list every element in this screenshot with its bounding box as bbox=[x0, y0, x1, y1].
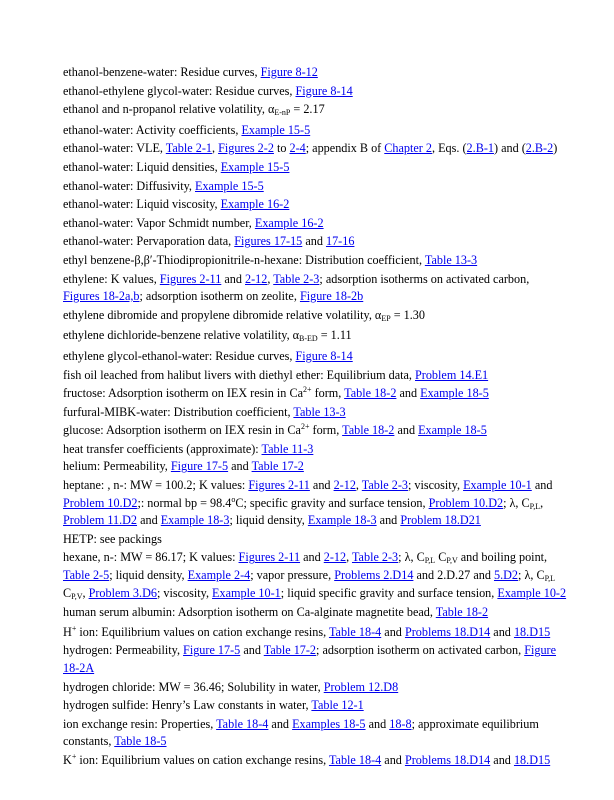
example-link[interactable]: Example 16-2 bbox=[254, 215, 324, 230]
problem-link[interactable]: Problems 18.D14 bbox=[404, 624, 491, 639]
figure-link[interactable]: Figure 8-14 bbox=[295, 83, 353, 98]
index-entry: glucose: Adsorption isotherm on IEX resin in $Ca^{2+}$ form, Table 18-2 and Example 18-5 bbox=[63, 422, 487, 438]
example-link[interactable]: Example 18-3 bbox=[307, 513, 377, 528]
index-entry: ethylene: K values, Figures 2-11 and 2-12, Table 2-3; adsorption isotherms on activated carbon, Figures 18-2a,b; adsorption isotherm on zeolite, Figure 18-2b bbox=[63, 271, 530, 304]
index-entry: ethanol-water: Activity coefficients, Example 15-5 bbox=[63, 122, 311, 137]
table-link[interactable]: Table 17-2 bbox=[251, 459, 304, 474]
problem-link[interactable]: 5.D2 bbox=[493, 568, 519, 583]
table-link[interactable]: Table 2-3 bbox=[361, 478, 408, 493]
example-link[interactable]: Example 10-1 bbox=[463, 478, 532, 493]
index-entry: hydrogen: Permeability, Figure 17-5 and Table 17-2; adsorption isotherm on activated carbon, Figure 18-2A bbox=[63, 643, 557, 675]
problem-link[interactable]: Problem 10.D2 bbox=[63, 495, 138, 510]
figure-link[interactable]: 2-12 bbox=[333, 478, 356, 493]
problem-link[interactable]: Problem 18.D21 bbox=[400, 513, 481, 528]
index-entry: furfural-MIBK-water: Distribution coefficient, Table 13-3 bbox=[63, 404, 346, 419]
problem-link[interactable]: 18.D15 bbox=[513, 624, 551, 639]
example-link[interactable]: Example 18-3 bbox=[160, 513, 230, 528]
figure-link[interactable]: Figures 18-2a,b bbox=[63, 289, 140, 304]
index-entry: ethanol-benzene-water: Residue curves, Figure 8-12 bbox=[63, 65, 318, 79]
equation-link[interactable]: 2.B-2 bbox=[525, 141, 554, 156]
example-link[interactable]: Example 18-5 bbox=[420, 386, 489, 401]
index-entry: fructose: Adsorption isotherm on IEX resin in $Ca^{2+}$ form, Table 18-2 and Example 18-5 bbox=[63, 385, 489, 401]
index-entry: H+ ion: Equilibrium values on cation exchange resins, Table 18-4 and Problems 18.D14 and 18.D15 bbox=[63, 623, 551, 639]
index-entry: ethanol-water: Liquid densities, Example 15-5 bbox=[63, 159, 290, 174]
index-page bbox=[63, 64, 568, 771]
figure-link[interactable]: Figure 18-2A bbox=[63, 643, 557, 675]
figure-link[interactable]: Figures 17-15 bbox=[234, 234, 303, 249]
example-link[interactable]: Example 15-5 bbox=[241, 122, 311, 137]
example-link[interactable]: 18-8 bbox=[389, 716, 412, 731]
example-link[interactable]: Example 10-1 bbox=[212, 585, 281, 600]
figure-link[interactable]: 17-16 bbox=[325, 234, 355, 249]
index-entry: heptane: , n-: MW = 100.2; K values: Figures 2-11 and 2-12, Table 2-3; viscosity, Example 10-1 and Problem 10.D2;: normal bp = $98.4^oC$; specific gravity and surface tension, Problem 10.D2; λ, $C_{P,L}$, Problem 11.D2 and Example 18-3; liquid density, Example 18-3 and Problem 18.D21 bbox=[63, 478, 553, 528]
index-entry: ion exchange resin: Properties, Table 18-4 and Examples 18-5 and 18-8; approximate equilibrium constants, Table 18-5 bbox=[63, 716, 539, 749]
index-entry: heat transfer coefficients (approximate): Table 11-3 bbox=[63, 441, 314, 456]
table-link[interactable]: Table 13-3 bbox=[424, 252, 478, 267]
problem-link[interactable]: Problems 18.D14 bbox=[404, 752, 491, 767]
figure-link[interactable]: Figure 17-5 bbox=[170, 459, 229, 474]
example-link[interactable]: Example 18-5 bbox=[418, 423, 487, 438]
problem-link[interactable]: Problem 3.D6 bbox=[88, 585, 157, 600]
example-link[interactable]: Example 15-5 bbox=[220, 159, 290, 174]
problem-link[interactable]: Problems 2.D14 bbox=[334, 568, 414, 583]
example-link[interactable]: Example 10-2 bbox=[497, 585, 567, 600]
index-entry: HETP: see packings bbox=[63, 531, 162, 546]
table-link[interactable]: Table 2-5 bbox=[63, 568, 110, 583]
example-link[interactable]: Example 15-5 bbox=[195, 178, 264, 193]
example-link[interactable]: Examples 18-5 bbox=[292, 716, 366, 731]
index-entry: hydrogen chloride: MW = 36.46; Solubility in water, Problem 12.D8 bbox=[63, 679, 399, 694]
table-link[interactable]: Table 18-4 bbox=[328, 624, 382, 639]
table-link[interactable]: Table 18-2 bbox=[342, 423, 395, 438]
table-link[interactable]: Table 13-3 bbox=[293, 404, 346, 419]
table-link[interactable]: Table 18-4 bbox=[328, 752, 382, 767]
figure-link[interactable]: Figures 2-2 bbox=[218, 141, 274, 156]
figure-link[interactable]: Figures 2-11 bbox=[248, 478, 310, 493]
table-link[interactable]: Table 18-2 bbox=[435, 605, 489, 620]
figure-link[interactable]: 2-12 bbox=[245, 271, 268, 286]
table-link[interactable]: Table 2-1 bbox=[165, 141, 212, 156]
problem-link[interactable]: Problem 14.E1 bbox=[415, 367, 489, 382]
figure-link[interactable]: Figures 2-11 bbox=[159, 271, 222, 286]
index-entry: ethylene glycol-ethanol-water: Residue curves, Figure 8-14 bbox=[63, 348, 353, 363]
chapter-link[interactable]: Chapter 2 bbox=[384, 141, 433, 156]
index-entry: K+ ion: Equilibrium values on cation exchange resins, Table 18-4 and Problems 18.D14 and 18.D15 bbox=[63, 751, 551, 767]
index-entry: ethanol-water: Diffusivity, Example 15-5 bbox=[63, 178, 264, 193]
figure-link[interactable]: Figure 17-5 bbox=[183, 643, 241, 658]
index-entry: ethanol-water: Vapor Schmidt number, Example 16-2 bbox=[63, 215, 324, 230]
figure-link[interactable]: Figure 8-12 bbox=[260, 65, 318, 79]
example-link[interactable]: Example 16-2 bbox=[220, 197, 290, 212]
problem-link[interactable]: Problem 10.D2 bbox=[428, 495, 504, 510]
equation-link[interactable]: 2.B-1 bbox=[466, 141, 494, 156]
index-entry: ethylene dichloride-benzene relative volatility, $\alpha_{B-ED} = 1.11$ bbox=[63, 328, 352, 344]
table-link[interactable]: Table 2-3 bbox=[273, 271, 320, 286]
index-entry: hydrogen sulfide: Henry’s Law constants in water, Table 12-1 bbox=[63, 698, 364, 713]
figure-link[interactable]: 2-4 bbox=[289, 141, 306, 156]
index-entry: ethanol-water: Liquid viscosity, Example 16-2 bbox=[63, 197, 290, 212]
example-link[interactable]: Example 2-4 bbox=[187, 568, 251, 583]
table-link[interactable]: Table 18-2 bbox=[344, 386, 397, 401]
index-entry: ethanol and n-propanol relative volatility, $\alpha_{E-nP} = 2.17$ bbox=[63, 102, 325, 118]
table-link[interactable]: Table 18-4 bbox=[216, 716, 269, 731]
index-entry: hexane, n-: MW = 86.17; K values: Figures 2-11 and 2-12, Table 2-3; λ, $C_{P,L}$ $C_{P,V}$ and boiling point, Table 2-5; liquid density, Example 2-4; vapor pressure, Problems 2.D14 and 2.D.27 and 5.D2; λ, $C_{P,L}$ $C_{P,V}$, Problem 3.D6; viscosity, Example 10-1; liquid specific gravity and surface tension, Example 10-2 bbox=[63, 550, 567, 601]
table-link[interactable]: Table 17-2 bbox=[263, 643, 317, 658]
index-entry: ethanol-ethylene glycol-water: Residue curves, Figure 8-14 bbox=[63, 83, 353, 98]
index-entry: ethylene dibromide and propylene dibromide relative volatility, $\alpha_{EP} = 1.30$ bbox=[63, 307, 425, 323]
index-entry: ethanol-water: VLE, Table 2-1, Figures 2-2 to 2-4; appendix B of Chapter 2, Eqs. (2.B-1) and (2.B-2) bbox=[63, 141, 558, 156]
index-entry: helium: Permeability, Figure 17-5 and Table 17-2 bbox=[63, 459, 304, 474]
problem-link[interactable]: 18.D15 bbox=[513, 752, 551, 767]
index-entry: ethyl benzene-β,β′-Thiodipropionitrile-n-hexane: Distribution coefficient, Table 13-3 bbox=[63, 252, 478, 267]
figure-link[interactable]: Figure 8-14 bbox=[295, 348, 353, 363]
table-link[interactable]: Table 12-1 bbox=[311, 698, 364, 713]
table-link[interactable]: Table 11-3 bbox=[261, 441, 314, 456]
index-entry: fish oil leached from halibut livers with diethyl ether: Equilibrium data, Problem 14.E1 bbox=[63, 367, 489, 382]
table-link[interactable]: Table 18-5 bbox=[114, 734, 167, 749]
index-entry: human serum albumin: Adsorption isotherm on Ca-alginate magnetite bead, Table 18-2 bbox=[63, 605, 489, 620]
figure-link[interactable]: 2-12 bbox=[323, 550, 347, 565]
problem-link[interactable]: Problem 11.D2 bbox=[63, 513, 138, 528]
problem-link[interactable]: Problem 12.D8 bbox=[323, 679, 399, 694]
figure-link[interactable]: Figure 18-2b bbox=[299, 289, 364, 304]
index-entry: ethanol-water: Pervaporation data, Figures 17-15 and 17-16 bbox=[63, 234, 355, 249]
table-link[interactable]: Table 2-3 bbox=[351, 550, 399, 565]
figure-link[interactable]: Figures 2-11 bbox=[238, 550, 301, 565]
